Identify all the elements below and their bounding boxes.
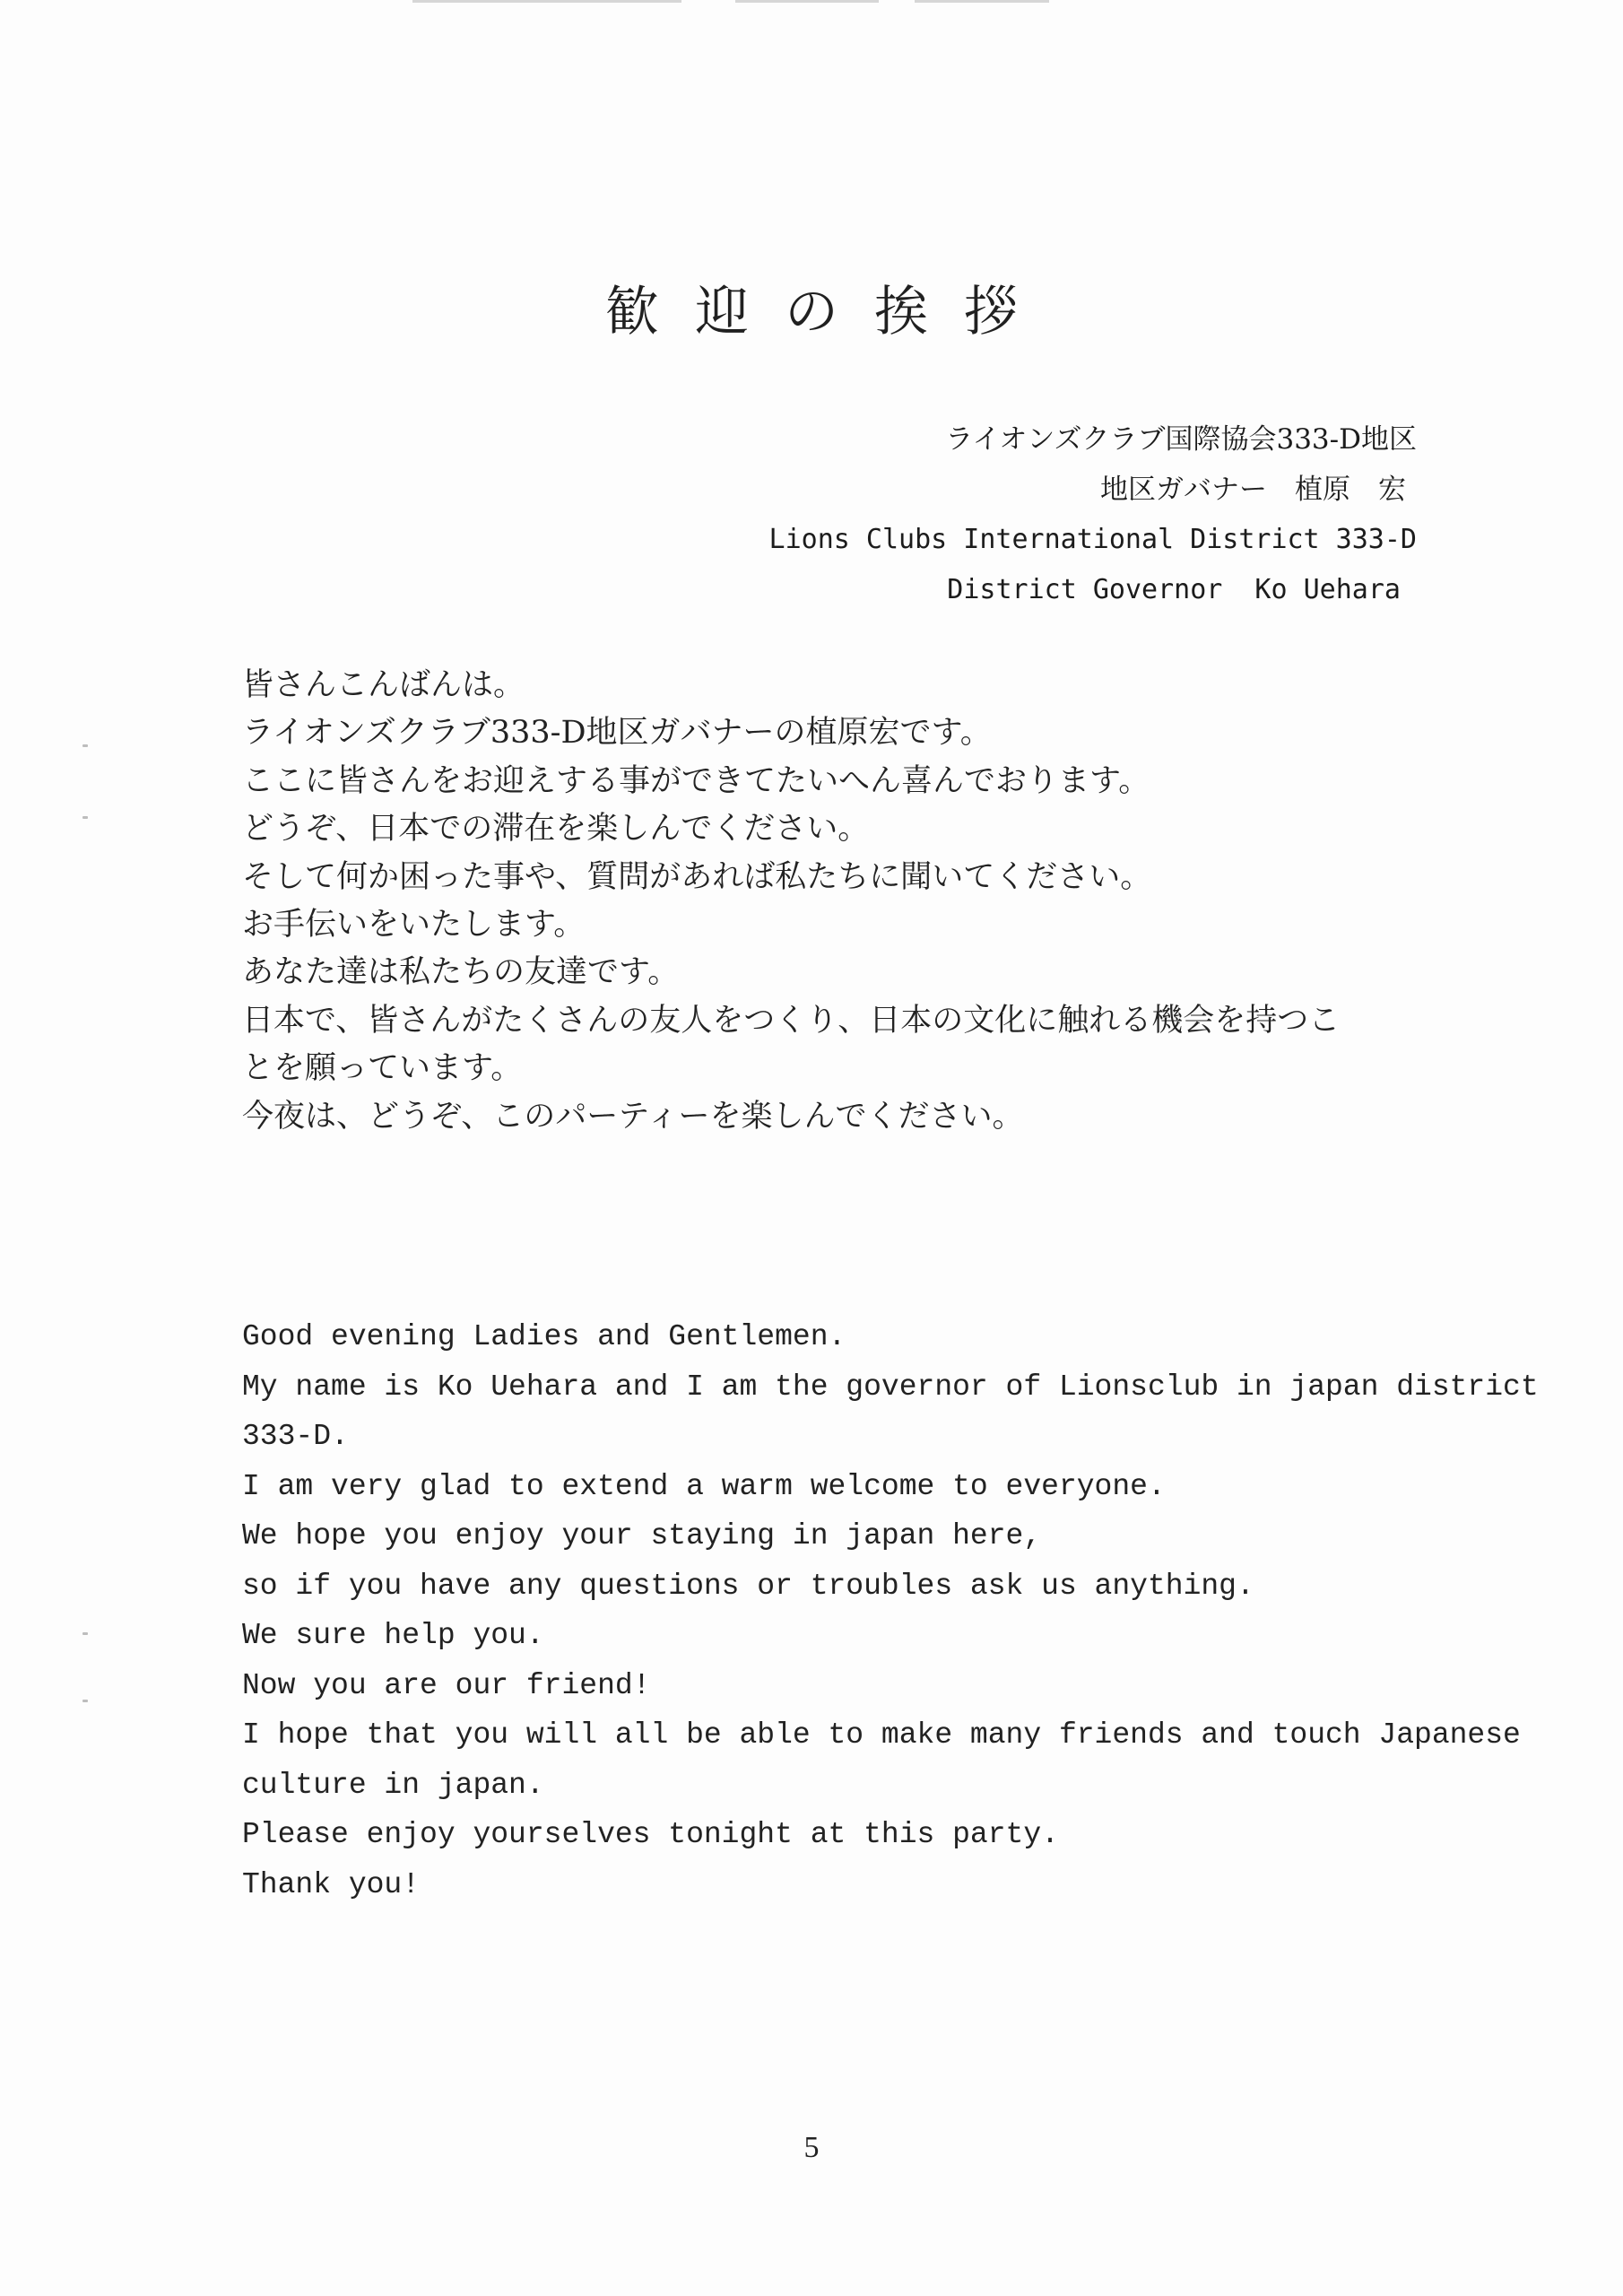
english-line: Now you are our friend!	[242, 1668, 651, 1702]
japanese-line: そして何か困った事や、質問があれば私たちに聞いてください。	[242, 858, 1152, 895]
english-line: We sure help you.	[242, 1619, 544, 1652]
english-line: culture in japan.	[242, 1768, 544, 1802]
japanese-greeting	[242, 662, 1426, 1141]
signature-block	[769, 414, 1417, 615]
english-line: I hope that you will all be able to make many friends and touch Japanese	[242, 1718, 1521, 1752]
english-greeting	[242, 1312, 1539, 1909]
japanese-line: 日本で、皆さんがたくさんの友人をつくり、日本の文化に触れる機会を持つこ	[242, 1002, 1341, 1039]
page-title: 歓迎の挨拶	[605, 281, 1054, 344]
english-line: Please enjoy yourselves tonight at this party.	[242, 1818, 1059, 1851]
margin-speck	[82, 816, 88, 819]
english-line: 333-D.	[242, 1420, 349, 1453]
signature-org-jp: ライオンズクラブ国際協会333-D地区	[945, 423, 1417, 456]
japanese-line: 皆さんこんばんは。	[242, 667, 525, 703]
signature-role-en: District Governor Ko Uehara	[947, 574, 1401, 605]
signature-role-jp: 地区ガバナー 植原 宏	[1100, 474, 1406, 506]
japanese-line: ライオンズクラブ333-D地区ガバナーの植原宏です。	[242, 715, 992, 752]
english-line: I am very glad to extend a warm welcome to everyone.	[242, 1469, 1166, 1503]
english-line: We hope you enjoy your staying in japan here,	[242, 1519, 1042, 1552]
japanese-line: ここに皆さんをお迎えする事ができてたいへん喜んでおります。	[242, 762, 1150, 799]
japanese-line: とを願っています。	[242, 1050, 523, 1087]
margin-speck	[82, 744, 88, 747]
japanese-line: 今夜は、どうぞ、このパーティーを楽しんでください。	[242, 1098, 1024, 1135]
margin-speck	[82, 1632, 88, 1635]
japanese-line: お手伝いをいたします。	[242, 907, 586, 944]
scan-artifact	[735, 0, 879, 3]
margin-speck	[82, 1700, 88, 1702]
scan-artifact	[915, 0, 1049, 3]
japanese-line: どうぞ、日本での滞在を楽しんでください。	[242, 811, 870, 848]
english-line: Thank you!	[242, 1867, 421, 1901]
english-line: so if you have any questions or troubles ask us anything.	[242, 1569, 1254, 1603]
english-line: Good evening Ladies and Gentlemen.	[242, 1320, 846, 1353]
signature-org-en: Lions Clubs International District 333-D	[768, 524, 1417, 555]
scan-artifact	[412, 0, 681, 3]
page-number: 5	[803, 2131, 820, 2164]
english-line: My name is Ko Uehara and I am the governor of Lionsclub in japan district	[242, 1370, 1539, 1404]
japanese-line: あなた達は私たちの友達です。	[242, 954, 680, 991]
